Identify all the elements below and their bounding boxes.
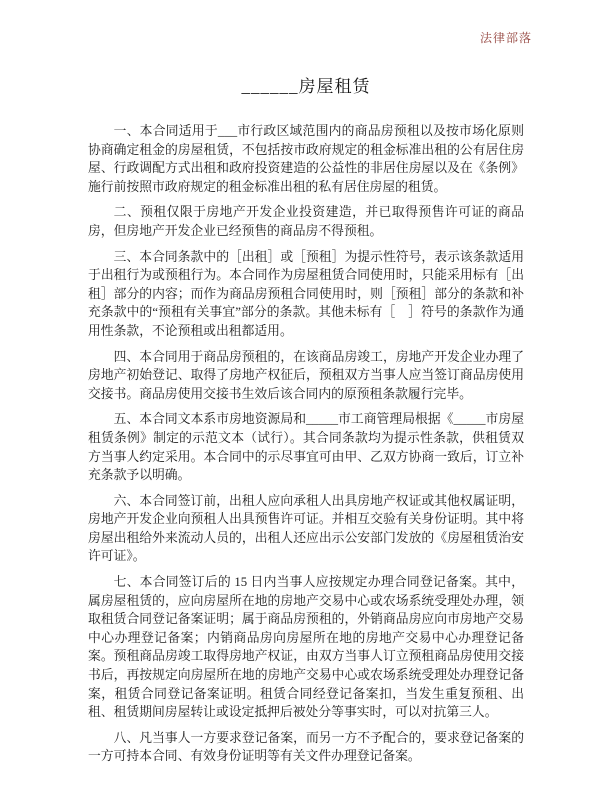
contract-clause-2: 二、预租仅限于房地产开发企业投资建造，并已取得预售许可证的商品房，但房地产开发企业已经预售的商品房不得预租。 <box>88 205 524 238</box>
watermark-label: 法律部落 <box>480 31 533 45</box>
contract-clause-5: 五、本合同文本系市房地资源局和_____市工商管理局根据《_____市房屋租赁条例》制定的示范文本（试行）。其合同条款均为提示性条款，供租赁双方当事人约定采用。本合同中的示尽事宜可由甲、乙双方协商一致后，订立补充条款予以明确。 <box>88 412 524 483</box>
contract-clause-7: 七、本合同签订后的 15 日内当事人应按规定办理合同登记备案。其中，属房屋租赁的，应向房屋所在地的房地产交易中心或农场系统受理处办理，领取租赁合同登记备案证明；属于商品房预租的，外销商品房应向市房地产交易中心办理登记备案；内销商品房向房屋所在地的房地产交易中心办理登记备案。预租商品房竣工取得房地产权证，由双方当事人订立预租商品房使用交接书后，再按规定向房屋所在地的房地产交易中心或农场系统受理处办理登记备案，租赁合同登记备案证明。租赁合同经登记备案扣，当发生重复预租、出租、租赁期间房屋转让或设定抵押后被处分等事实时，可以对抗第三人。 <box>88 575 524 720</box>
contract-clause-1: 一、本合同适用于___市行政区域范围内的商品房预租以及按市场化原则协商确定租金的房屋租赁，不包括按市政府规定的租金标准出租的公有居住房屋、行政调配方式出租和政府投资建造的公益性的非居住房屋以及在《条例》施行前按照市政府规定的租金标准出租的私有居住房屋的租赁。 <box>88 124 524 194</box>
document-body <box>88 122 524 773</box>
contract-clause-4: 四、本合同用于商品房预租的，在该商品房竣工，房地产开发企业办理了房地产初始登记、取得了房地产权征后，预租双方当事人应当签订商品房使用交接书。商品房使用交接书生效后该合同内的原预租条款履行完毕。 <box>88 349 524 401</box>
contract-clause-8: 八、凡当事人一方要求登记备案，而另一方不予配合的，要求登记备案的一方可持本合同、有效身份证明等有关文件办理登记备案。 <box>88 730 524 764</box>
contract-clause-3: 三、本合同条款中的［出租］或［预租］为提示性符号，表示该条款适用于出租行为或预租行为。本合同作为房屋租赁合同使用时，只能采用标有［出租］部分的内容；而作为商品房预租合同使用时，则［预租］部分的条款和补充条款中的“预租有关事宜”部分的条款。其他未标有［ ］符号的条款作为通用性条款，不论预租或出租都适用。 <box>88 249 524 338</box>
document-title: ______房屋租赁 <box>241 77 371 96</box>
contract-clause-6: 六、本合同签订前，出租人应向承租人出具房地产权证或其他权属证明，房地产开发企业向预租人出具预售许可证。并相互交验有关身份证明。其中将房屋出租给外来流动人员的，出租人还应出示公安部门发放的《房屋租赁治安许可证》。 <box>88 493 524 564</box>
